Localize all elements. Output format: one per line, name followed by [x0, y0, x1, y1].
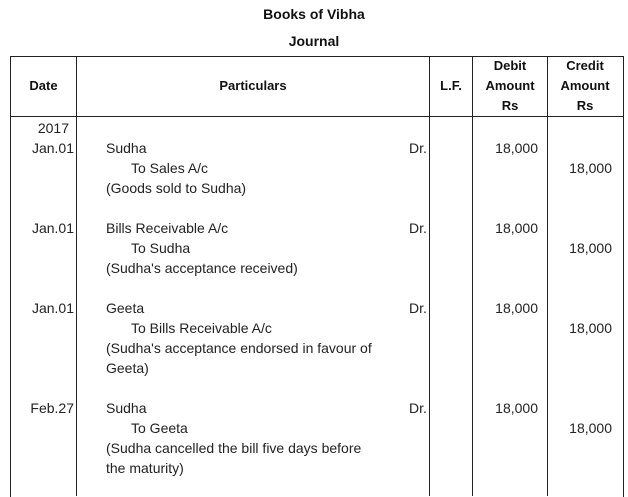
entry-credit-amount: 18,000: [569, 320, 612, 336]
entry-debit-account: Geeta: [106, 300, 145, 316]
lf-column-divider: [472, 56, 473, 496]
book-title: Books of Vibha: [263, 6, 365, 22]
header-debit-line1: Debit: [493, 58, 527, 73]
entry-debit-amount: 18,000: [495, 220, 538, 236]
entry-debit-account: Sudha: [106, 400, 147, 416]
entry-narration: (Sudha's acceptance received): [106, 260, 298, 276]
entry-dr-label: Dr.: [409, 400, 427, 416]
entry-narration-continued: Geeta): [106, 360, 149, 376]
entry-debit-account: Sudha: [106, 140, 147, 156]
entry-narration: (Sudha's acceptance endorsed in favour of: [106, 340, 372, 356]
header-debit-line3: Rs: [501, 98, 519, 113]
header-credit-line1: Credit: [566, 58, 604, 73]
entry-credit-account: To Sales A/c: [131, 160, 209, 176]
entry-narration-continued: the maturity): [106, 460, 184, 476]
date-column-divider: [76, 56, 77, 496]
entry-debit-amount: 18,000: [495, 300, 538, 316]
header-divider: [10, 116, 623, 117]
entry-dr-label: Dr.: [409, 220, 427, 236]
entry-credit-account: To Bills Receivable A/c: [131, 320, 272, 336]
entry-date: Feb.27: [30, 400, 74, 416]
entry-debit-account: Bills Receivable A/c: [106, 220, 229, 236]
journal-title: Journal: [288, 33, 340, 49]
entry-debit-amount: 18,000: [495, 140, 538, 156]
journal-table: [10, 56, 624, 497]
entry-dr-label: Dr.: [409, 140, 427, 156]
header-lf: L.F.: [440, 78, 462, 93]
header-credit-line3: Rs: [576, 98, 594, 113]
entry-credit-amount: 18,000: [569, 240, 612, 256]
entry-debit-amount: 18,000: [495, 400, 538, 416]
year-label: 2017: [37, 120, 69, 136]
entry-narration: (Goods sold to Sudha): [106, 180, 247, 196]
entry-credit-account: To Geeta: [131, 420, 188, 436]
header-credit-line2: Amount: [560, 78, 610, 93]
entry-date: Jan.01: [31, 300, 74, 316]
entry-credit-amount: 18,000: [569, 420, 612, 436]
particulars-column-divider: [429, 56, 430, 496]
header-debit-line2: Amount: [485, 78, 535, 93]
entry-credit-amount: 18,000: [569, 160, 612, 176]
header-particulars: Particulars: [219, 78, 287, 93]
entry-date: Jan.01: [31, 220, 74, 236]
header-date: Date: [29, 78, 58, 93]
entry-credit-account: To Sudha: [131, 240, 191, 256]
entry-narration: (Sudha cancelled the bill five days before: [106, 440, 362, 456]
entry-date: Jan.01: [31, 140, 74, 156]
entry-dr-label: Dr.: [409, 300, 427, 316]
